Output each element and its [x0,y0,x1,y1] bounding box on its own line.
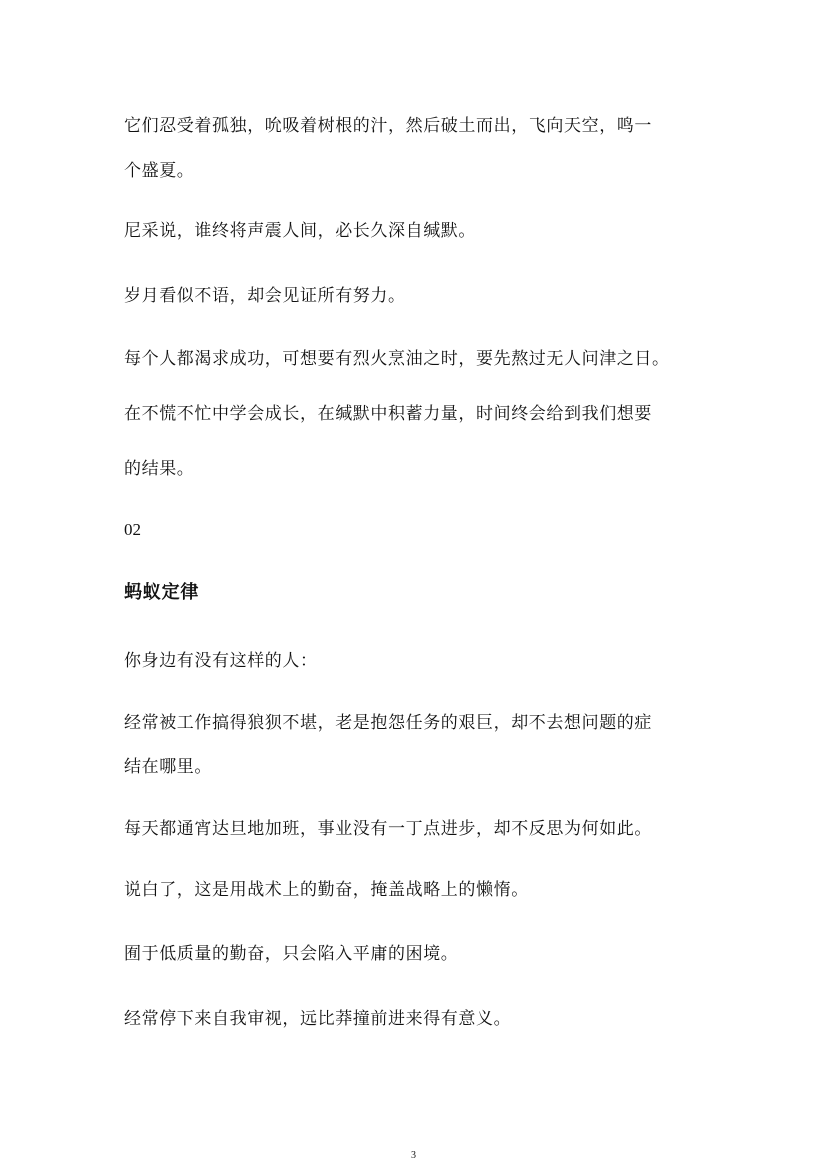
paragraph-line: 它们忍受着孤独，吮吸着树根的汁，然后破土而出，飞向天空，鸣一 [124,116,652,136]
page-number: 3 [411,1150,416,1161]
paragraph-line: 在不慌不忙中学会成长，在缄默中积蓄力量，时间终会给到我们想要 [124,404,652,424]
paragraph-line: 经常停下来自我审视，远比莽撞前进来得有意义。 [124,1009,512,1029]
paragraph-line: 岁月看似不语，却会见证所有努力。 [124,286,406,306]
paragraph-line: 的结果。 [124,459,195,479]
paragraph-line: 尼采说，谁终将声震人间，必长久深自缄默。 [124,221,476,241]
paragraph-line: 说白了，这是用战术上的勤奋，掩盖战略上的懒惰。 [124,880,529,900]
paragraph-line: 每个人都渴求成功，可想要有烈火烹油之时，要先熬过无人问津之日。 [124,349,670,369]
paragraph-line: 个盛夏。 [124,161,195,181]
paragraph-line: 每天都通宵达旦地加班，事业没有一丁点进步，却不反思为何如此。 [124,819,652,839]
section-number: 02 [124,520,141,539]
paragraph-line: 结在哪里。 [124,757,212,777]
section-title: 蚂蚁定律 [124,582,200,603]
paragraph-line: 你身边有没有这样的人： [124,651,318,671]
paragraph-line: 经常被工作搞得狼狈不堪，老是抱怨任务的艰巨，却不去想问题的症 [124,713,652,733]
paragraph-line: 囿于低质量的勤奋，只会陷入平庸的困境。 [124,944,459,964]
